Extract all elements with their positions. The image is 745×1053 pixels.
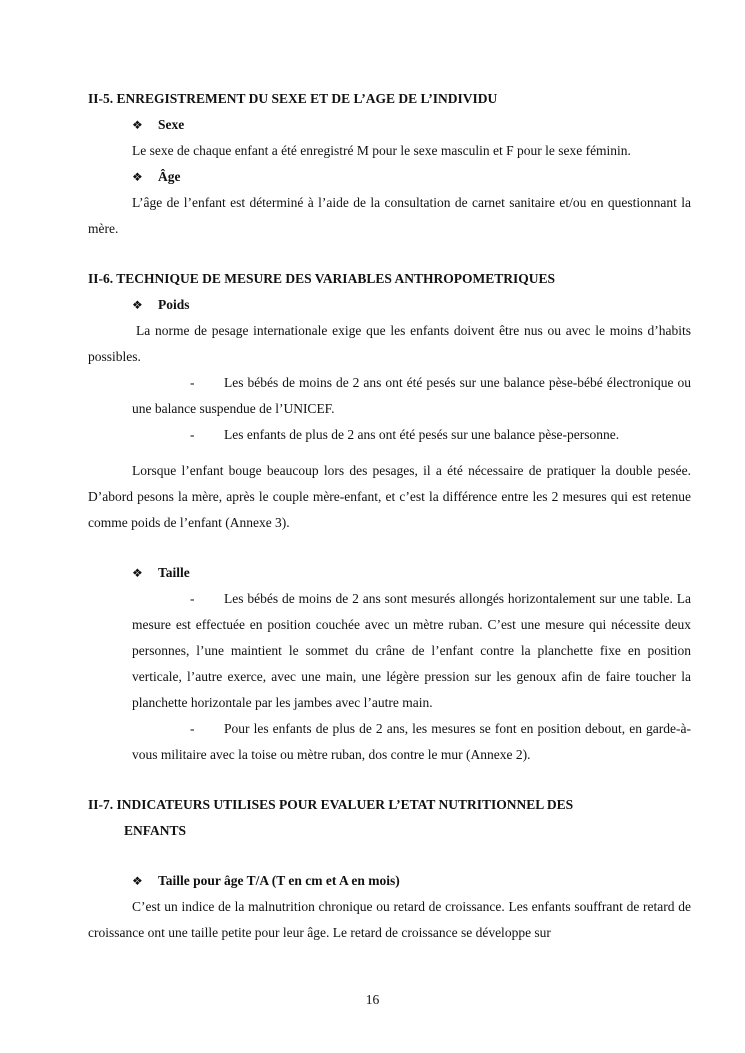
paragraph-taille-pour-age: C’est un indice de la malnutrition chronique ou retard de croissance. Les enfants souffrant de retard de croissance ont une taille petite pour leur âge. Le retard de croissance se développe sur	[88, 899, 691, 940]
paragraph-poids-intro: La norme de pesage internationale exige que les enfants doivent être nus ou avec le moins d’habits possibles.	[88, 323, 691, 364]
document-page	[88, 86, 691, 946]
section-heading-ii-6: II-6. TECHNIQUE DE MESURE DES VARIABLES ANTHROPOMETRIQUES	[88, 271, 555, 286]
diamond-bullet-icon: ❖	[132, 874, 143, 888]
dash-item-text: Pour les enfants de plus de 2 ans, les mesures se font en position debout, en garde-à-vous militaire avec la toise ou mètre ruban, dos contre le mur (Annexe 2).	[132, 721, 691, 762]
bullet-sexe	[88, 112, 691, 138]
bullet-label: Taille	[158, 565, 190, 580]
diamond-bullet-icon: ❖	[132, 298, 143, 312]
dash-marker: -	[190, 427, 195, 442]
dash-item-poids-1	[88, 370, 691, 422]
bullet-poids	[88, 292, 691, 318]
section-heading-ii-7: II-7. INDICATEURS UTILISES POUR EVALUER L’ETAT NUTRITIONNEL DES	[88, 797, 574, 812]
bullet-label: Taille pour âge T/A (T en cm et A en mois)	[158, 873, 400, 888]
diamond-bullet-icon: ❖	[132, 566, 143, 580]
paragraph-double-pesee: Lorsque l’enfant bouge beaucoup lors des pesages, il a été nécessaire de pratiquer la double pesée. D’abord pesons la mère, après le couple mère-enfant, et c’est la différence entre les 2 mesures qui est retenue comme poids de l’enfant (Annexe 3).	[88, 463, 691, 530]
paragraph-sexe: Le sexe de chaque enfant a été enregistré M pour le sexe masculin et F pour le sexe féminin.	[132, 143, 631, 158]
dash-item-taille-2	[88, 716, 691, 768]
dash-item-text: Les bébés de moins de 2 ans ont été pesés sur une balance pèse-bébé électronique ou une balance suspendue de l’UNICEF.	[132, 375, 691, 416]
dash-item-text: Les bébés de moins de 2 ans sont mesurés allongés horizontalement sur une table. La mesure est effectuée en position couchée avec un mètre ruban. C’est une mesure qui nécessite deux personnes, l’une maintient le sommet du crâne de l’enfant contre la planchette fixe en position verticale, l’autre exerce, avec une main, une légère pression sur les genoux afin de faire toucher la planchette horizontale par les jambes avec l’autre main.	[132, 591, 691, 710]
section-heading-ii-7-continued: ENFANTS	[124, 823, 187, 838]
dash-marker: -	[190, 375, 195, 390]
bullet-label: Sexe	[158, 117, 185, 132]
dash-marker: -	[190, 721, 195, 736]
bullet-taille	[88, 560, 691, 586]
bullet-label: Poids	[158, 297, 190, 312]
dash-item-taille-1	[88, 586, 691, 716]
dash-marker: -	[190, 591, 195, 606]
bullet-taille-pour-age	[88, 868, 691, 894]
diamond-bullet-icon: ❖	[132, 118, 143, 132]
paragraph-age: L’âge de l’enfant est déterminé à l’aide de la consultation de carnet sanitaire et/ou en questionnant la mère.	[88, 195, 691, 236]
section-heading-ii-5: II-5. ENREGISTREMENT DU SEXE ET DE L’AGE DE L’INDIVIDU	[88, 91, 498, 106]
page-number: 16	[365, 992, 380, 1007]
bullet-age	[88, 164, 691, 190]
bullet-label: Âge	[158, 169, 181, 184]
diamond-bullet-icon: ❖	[132, 170, 143, 184]
dash-item-poids-2	[88, 422, 691, 448]
dash-item-text: Les enfants de plus de 2 ans ont été pesés sur une balance pèse-personne.	[224, 427, 620, 442]
